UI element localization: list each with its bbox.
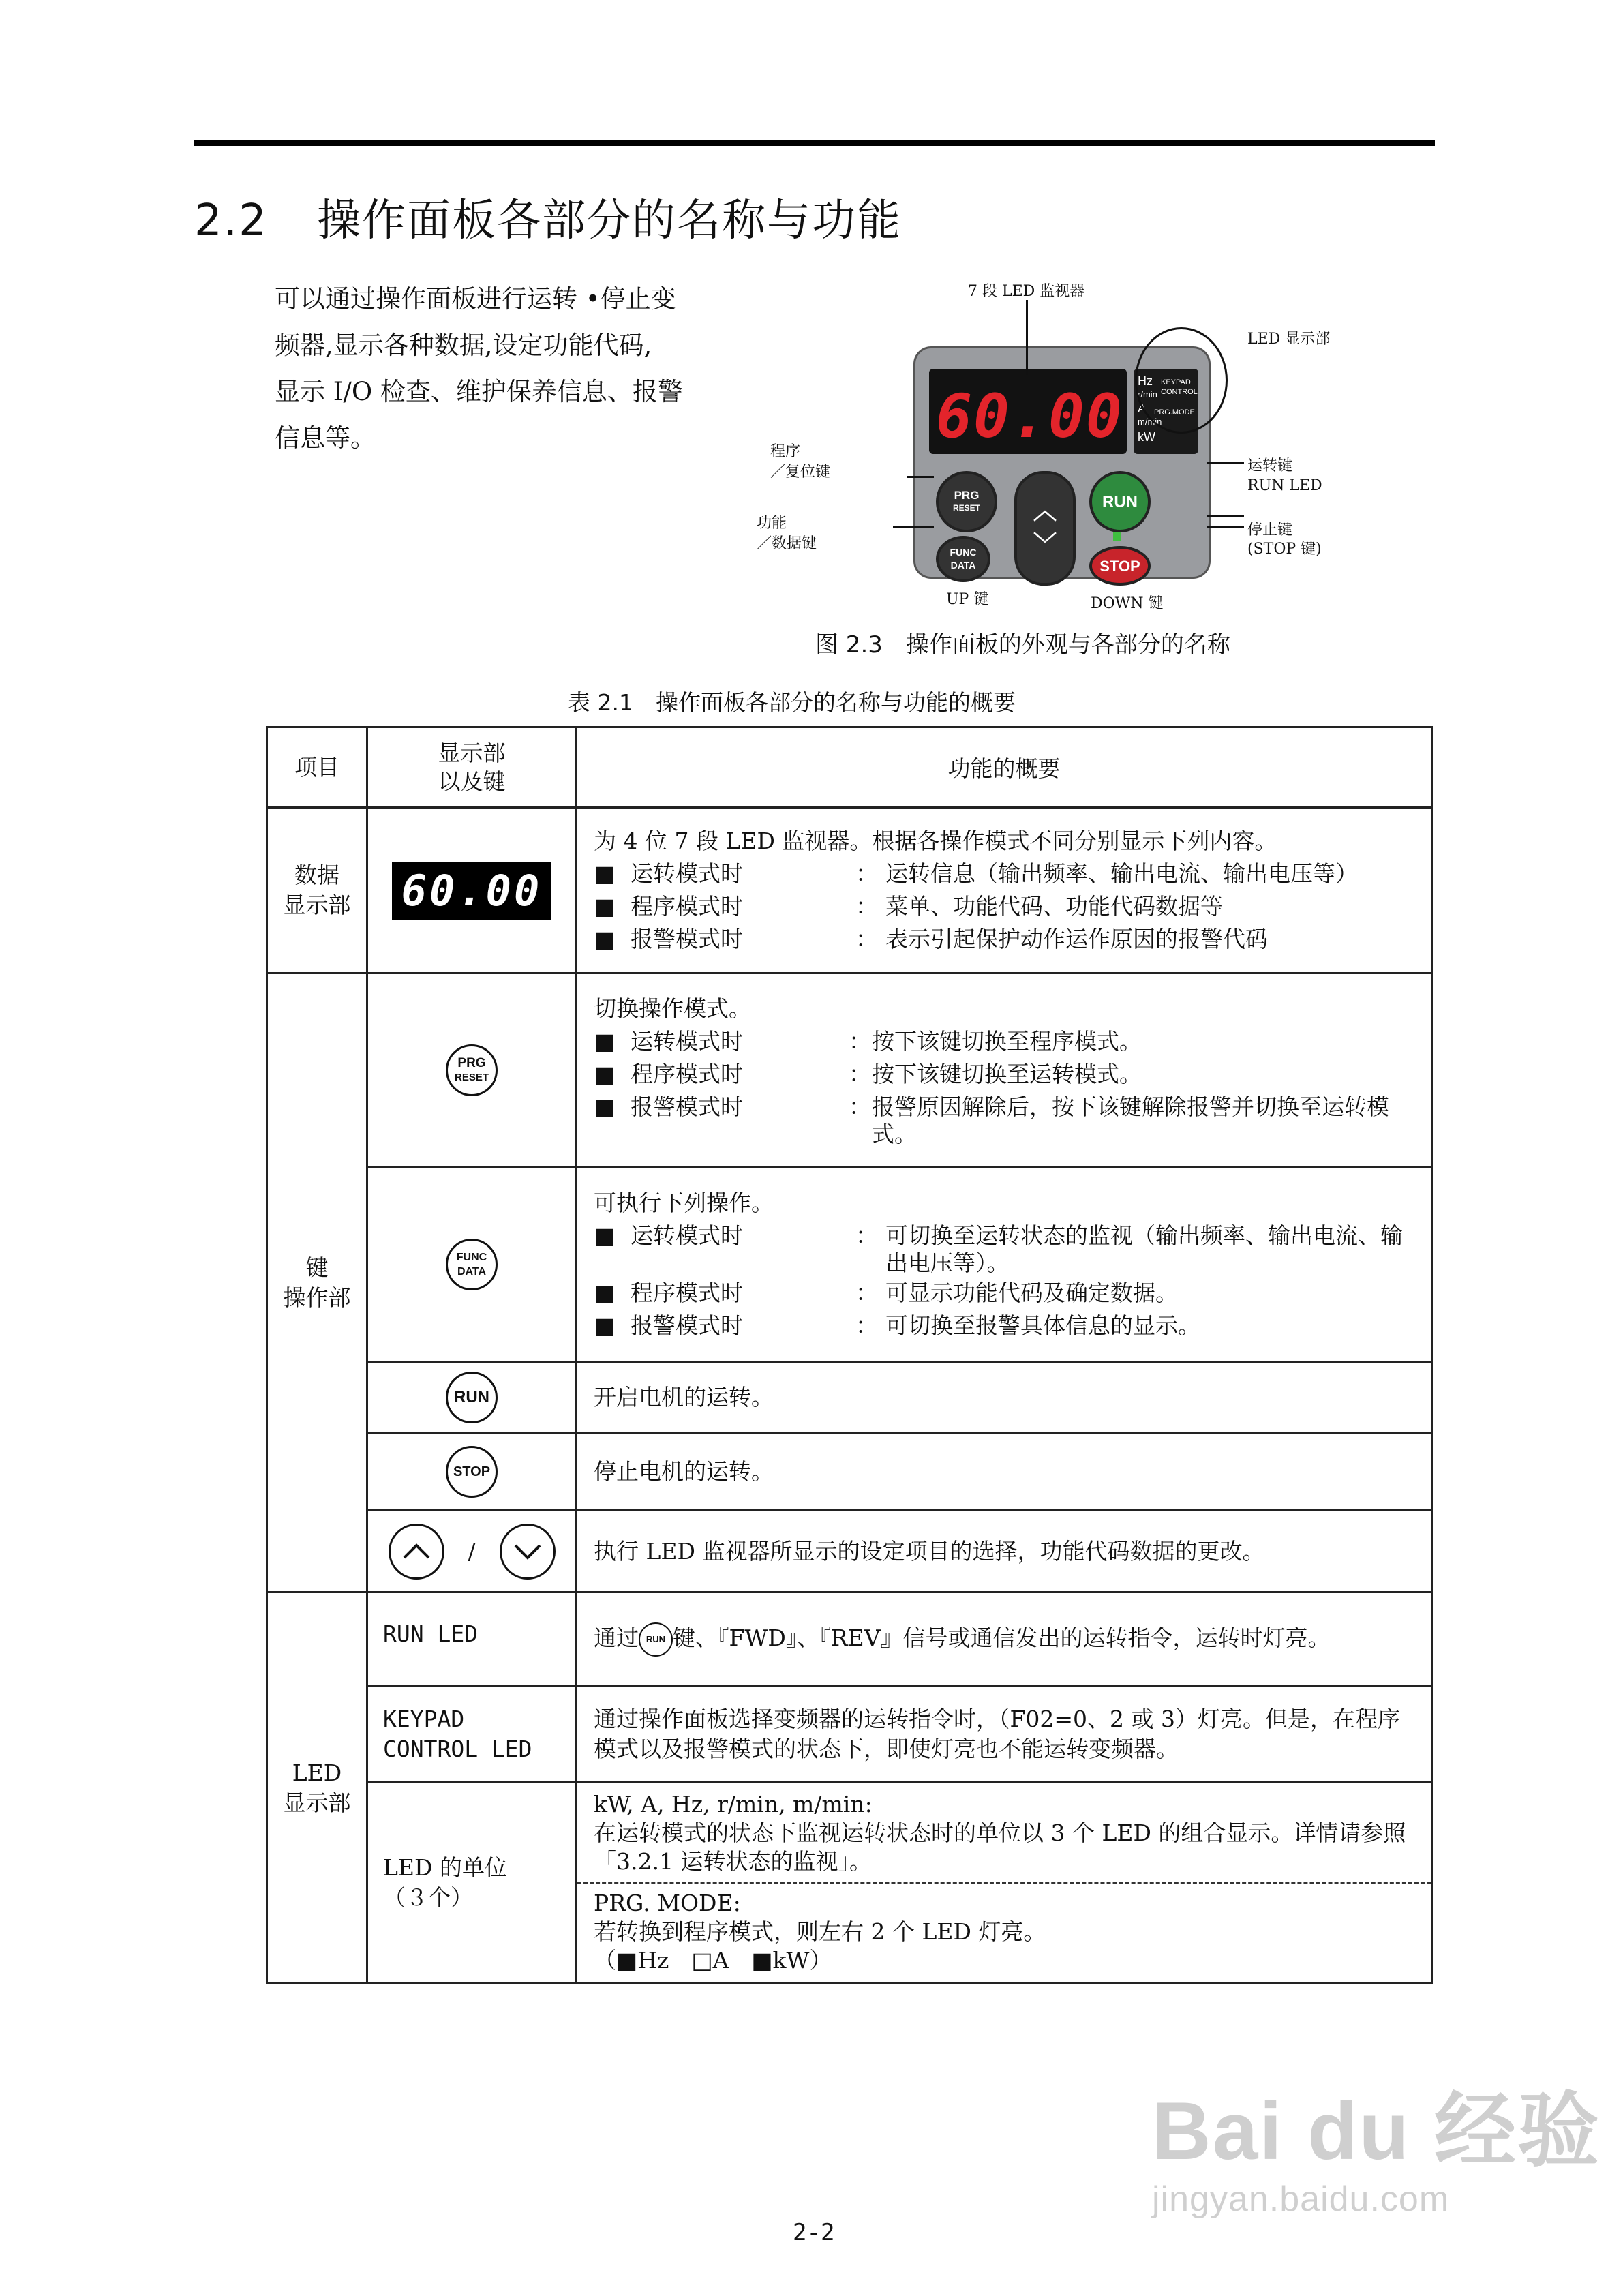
key-text: DATA — [457, 1266, 487, 1278]
section-number: 2.2 — [194, 196, 268, 246]
leader-line — [907, 476, 934, 478]
mode-row — [594, 890, 1416, 923]
unit-hz: Hz — [1138, 374, 1153, 388]
desc-text: 在运转模式的状态下监视运转状态时的单位以 3 个 LED 的组合显示。详情请参照「3.2.1 运转状态的监视」。 — [594, 1819, 1406, 1875]
down-arrow-icon[interactable]: ﹀ — [1033, 532, 1057, 558]
section-title: 操作面板各部分的名称与功能 — [317, 196, 902, 246]
intro-line: 显示 I/O 检查、维护保养信息、报警 — [275, 377, 683, 406]
keypad-text: KEYPAD — [1161, 378, 1191, 387]
bullet-icon: ■ — [594, 1061, 616, 1087]
prg-reset-key-icon — [446, 1044, 498, 1096]
intro-paragraph — [275, 276, 711, 462]
unit-a: A — [1138, 402, 1147, 415]
mode-text: 运转信息（输出频率、输出电流、输出电压等） — [885, 860, 1358, 887]
mode-row — [594, 1222, 1416, 1277]
mode-text: 可显示功能代码及确定数据。 — [885, 1280, 1178, 1306]
colon: ： — [855, 926, 878, 952]
item-cell — [267, 973, 367, 1592]
up-arrow-icon — [389, 1524, 444, 1580]
mode-row — [594, 1025, 1416, 1058]
item-cell — [267, 1592, 367, 1984]
table-row — [267, 1168, 1432, 1362]
page-number: 2-2 — [793, 2219, 835, 2246]
desc-cell — [577, 1782, 1432, 1984]
key-cell — [367, 1168, 577, 1362]
label-run-key: 运转键 — [1247, 457, 1293, 474]
item-text: 显示部 — [283, 892, 351, 918]
mode-text: 按下该键切换至程序模式。 — [872, 1028, 1142, 1055]
label-run-led: RUN LED — [1247, 477, 1322, 494]
header-item-text: 项目 — [294, 753, 339, 781]
item-text: 操作部 — [283, 1284, 351, 1311]
mode-row — [594, 923, 1416, 956]
label-func: 功能 — [757, 515, 787, 532]
run-led — [1113, 532, 1121, 541]
label-led-display: LED 显示部 — [1247, 331, 1331, 348]
top-rule — [194, 140, 1435, 146]
intro-line: 可以通过操作面板进行运转 •停止变 — [275, 284, 676, 314]
mode-label: 报警模式时 — [631, 1093, 743, 1120]
desc-cell — [577, 1687, 1432, 1782]
data-text: DATA — [950, 560, 976, 571]
desc-cell — [577, 1592, 1432, 1687]
up-down-buttons[interactable] — [1014, 471, 1076, 586]
desc-text: 若转换到程序模式，则左右 2 个 LED 灯亮。 — [594, 1918, 1046, 1945]
label-down: DOWN 键 — [1091, 595, 1164, 612]
table-row — [267, 973, 1432, 1168]
table-row — [267, 1687, 1432, 1782]
desc-text: 键、『FWD』、『REV』信号或通信发出的运转指令，运转时灯亮。 — [673, 1625, 1331, 1651]
table-row — [267, 1782, 1432, 1984]
led-name: （３个） — [383, 1884, 473, 1911]
header-desc-text: 功能的概要 — [947, 755, 1061, 782]
stop-text: STOP — [1099, 557, 1140, 575]
watermark-brand: Bai du 经验 — [1152, 2085, 1601, 2177]
led-name: KEYPAD — [383, 1705, 465, 1732]
led-name: LED 的单位 — [383, 1854, 507, 1881]
label-data: ／数据键 — [757, 535, 817, 552]
mode-label: 报警模式时 — [631, 1312, 743, 1339]
bullet-icon: ■ — [594, 1093, 616, 1120]
key-cell — [367, 1592, 577, 1687]
desc-text: kW, A, Hz, r/min, m/min: — [594, 1791, 873, 1817]
intro-line: 信息等。 — [275, 423, 376, 453]
desc-cell — [577, 1511, 1432, 1592]
table-row — [267, 1592, 1432, 1687]
mode-text: 表示引起保护动作运作原因的报警代码 — [885, 926, 1268, 952]
func-data-button[interactable] — [936, 536, 990, 582]
item-text: 键 — [305, 1254, 329, 1281]
header-key — [367, 727, 577, 808]
run-key-mini-icon: RUN — [639, 1622, 673, 1657]
desc-text: （■Hz □A ■kW） — [594, 1947, 832, 1974]
leader-line — [1207, 515, 1244, 517]
item-text: 数据 — [294, 862, 339, 888]
section-heading — [194, 185, 902, 248]
display-value: 60.00 — [936, 381, 1123, 451]
label-stop-key: 停止键 — [1247, 522, 1293, 539]
mode-row — [594, 1310, 1416, 1342]
table-caption: 表 2.1 操作面板各部分的名称与功能的概要 — [568, 689, 1016, 716]
prg-mode-text: PRG.MODE — [1154, 408, 1195, 417]
desc-intro: 切换操作模式。 — [594, 995, 751, 1022]
label-monitor: 7 段 LED 监视器 — [968, 283, 1085, 300]
run-text: RUN — [1102, 492, 1138, 511]
key-cell — [367, 1782, 577, 1984]
intro-line: 频器,显示各种数据,设定功能代码, — [275, 331, 652, 360]
key-cell — [367, 1433, 577, 1511]
mode-row — [594, 1058, 1416, 1091]
desc-intro: 为 4 位 7 段 LED 监视器。根据各操作模式不同分别显示下列内容。 — [594, 828, 1277, 854]
desc-cell — [577, 1362, 1432, 1433]
desc-text: 停止电机的运转。 — [594, 1457, 774, 1485]
table-row — [267, 1511, 1432, 1592]
watermark — [1152, 2066, 1601, 2220]
seven-segment-screen — [929, 369, 1127, 454]
key-cell — [367, 1362, 577, 1433]
run-button[interactable] — [1089, 471, 1151, 532]
mode-text: 报警原因解除后，按下该键解除报警并切换至运转模式。 — [872, 1093, 1389, 1147]
desc-cell — [577, 1168, 1432, 1362]
led-name: CONTROL LED — [383, 1735, 532, 1762]
func-text: FUNC — [950, 547, 977, 558]
item-text: LED — [292, 1759, 342, 1786]
colon: ： — [849, 1028, 871, 1055]
bullet-icon: ■ — [594, 1280, 616, 1306]
colon: ： — [855, 1222, 878, 1249]
item-cell — [267, 808, 367, 973]
prg-reset-button[interactable] — [936, 471, 997, 532]
mode-label: 运转模式时 — [631, 1222, 743, 1249]
key-cell — [367, 1687, 577, 1782]
header-desc — [577, 727, 1432, 808]
desc-cell — [577, 973, 1432, 1168]
mode-text: 菜单、功能代码、功能代码数据等 — [885, 893, 1223, 920]
header-item — [267, 727, 367, 808]
label-stop-key-en: (STOP 键) — [1247, 541, 1322, 558]
colon: ： — [855, 1280, 878, 1306]
unit-kw: kW — [1138, 430, 1155, 444]
leader-line — [893, 526, 934, 528]
item-text: 显示部 — [283, 1789, 351, 1816]
mode-label: 运转模式时 — [631, 860, 743, 887]
table-row — [267, 1433, 1432, 1511]
desc-cell — [577, 1433, 1432, 1511]
reset-text: RESET — [952, 503, 980, 513]
keypad-figure — [736, 273, 1418, 634]
key-text: RESET — [454, 1071, 489, 1083]
bullet-icon: ■ — [594, 1312, 616, 1339]
key-text: FUNC — [456, 1252, 487, 1263]
stop-button[interactable] — [1089, 546, 1151, 586]
label-prg: 程序 — [770, 443, 801, 460]
colon: ： — [855, 1312, 878, 1339]
label-reset: ／复位键 — [770, 464, 831, 481]
desc-text: 开启电机的运转。 — [594, 1383, 774, 1410]
mode-text: 按下该键切换至运转模式。 — [872, 1061, 1142, 1087]
unit-rpm: r/min — [1138, 389, 1157, 399]
key-text: PRG — [457, 1055, 486, 1070]
bullet-icon: ■ — [594, 1028, 616, 1055]
segment-display: 60.00 — [392, 862, 552, 920]
desc-intro: 可执行下列操作。 — [594, 1190, 774, 1216]
mode-label: 程序模式时 — [631, 893, 743, 920]
mode-text: 可切换至报警具体信息的显示。 — [885, 1312, 1200, 1339]
label-up: UP 键 — [946, 591, 989, 608]
leader-line — [1026, 300, 1028, 375]
desc-text: 执行 LED 监视器所显示的设定项目的选择，功能代码数据的更改。 — [594, 1537, 1265, 1565]
up-arrow-icon[interactable]: ︿ — [1033, 498, 1057, 524]
led-highlight-circle — [1135, 327, 1228, 434]
dashed-divider — [577, 1882, 1431, 1975]
separator: / — [468, 1538, 476, 1565]
key-cell — [367, 808, 577, 973]
desc-text: 通过操作面板选择变频器的运转指令时，（F02=0、2 或 3）灯亮。但是，在程序模式以及报警模式的状态下，即使灯亮也不能运转变频器。 — [594, 1705, 1401, 1762]
key-cell — [367, 973, 577, 1168]
run-key-icon: RUN — [446, 1372, 498, 1423]
led-name: RUN LED — [383, 1620, 479, 1647]
key-cell — [367, 1511, 577, 1592]
mode-label: 程序模式时 — [631, 1061, 743, 1087]
function-table — [266, 726, 1433, 1984]
mode-row — [594, 858, 1416, 890]
unit-mmin: m/min — [1138, 417, 1162, 427]
table-row — [267, 808, 1432, 973]
bullet-icon: ■ — [594, 893, 616, 920]
prg-text: PRG — [954, 489, 980, 502]
table-row — [267, 1362, 1432, 1433]
desc-text: 通过 — [594, 1625, 639, 1651]
down-arrow-icon — [500, 1524, 556, 1580]
header-key-line: 以及键 — [438, 768, 506, 795]
leader-line — [1207, 526, 1244, 528]
mode-label: 运转模式时 — [631, 1028, 743, 1055]
colon: ： — [849, 1093, 871, 1120]
header-key-line: 显示部 — [438, 739, 506, 766]
colon: ： — [855, 893, 878, 920]
stop-key-icon: STOP — [446, 1446, 498, 1498]
control-text: CONTROL — [1161, 388, 1198, 396]
mode-text: 可切换至运转状态的监视（输出频率、输出电流、输出电压等）。 — [885, 1222, 1403, 1276]
figure-caption: 图 2.3 操作面板的外观与各部分的名称 — [815, 631, 1230, 659]
mode-label: 报警模式时 — [631, 926, 743, 952]
func-data-key-icon — [446, 1239, 498, 1290]
mode-row — [594, 1093, 1416, 1148]
bullet-icon: ■ — [594, 860, 616, 887]
mode-label: 程序模式时 — [631, 1280, 743, 1306]
bullet-icon: ■ — [594, 926, 616, 952]
desc-cell — [577, 808, 1432, 973]
leader-line — [1207, 462, 1244, 464]
colon: ： — [849, 1061, 871, 1087]
desc-text: PRG. MODE: — [594, 1890, 741, 1916]
colon: ： — [855, 860, 878, 887]
table-header-row — [267, 727, 1432, 808]
watermark-url: jingyan.baidu.com — [1152, 2179, 1450, 2219]
mode-row — [594, 1277, 1416, 1310]
bullet-icon: ■ — [594, 1222, 616, 1249]
